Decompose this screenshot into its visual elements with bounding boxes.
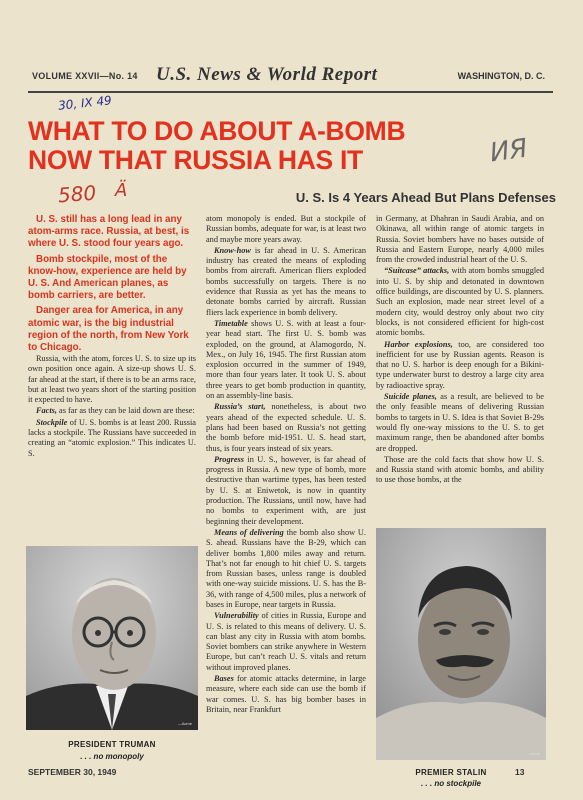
lead-paragraph: Danger area for America, in any atomic war, is the big industrial region of the north, from New York to Chicago. (28, 305, 189, 354)
headline-line-2: NOW THAT RUSSIA HAS IT (28, 145, 363, 175)
paragraph (206, 455, 366, 527)
run-in-head: “Suitcase” attacks, (384, 266, 450, 276)
paragraph (376, 455, 544, 486)
volume-number: VOLUME XXVII—No. 14 (32, 71, 138, 81)
paragraph-text: as far as they can be laid down are these: (56, 406, 195, 416)
handwritten-initials: ИЯ (488, 133, 530, 169)
paragraph-text: the bomb also show U. S. ahead. Russians have the B-29, which can deliver bombs 1,800 miles away and return. That’s not far enough to hit chief U. S. targets from Russian bases, unless range is doubled with one-way suicide missions. U. S. has the B-36, with range of 4,500 miles, plus a network of bases in Europe, near targets in Russia. (206, 527, 366, 609)
paragraph-text: too, are considered too inefficient for use by Russian agents. Reason is that no U. S. harbor is deep enough for a Bikini-type underwater burst to destroy a large city area by radioactive spray. (376, 339, 544, 390)
run-in-head: Timetable (214, 318, 248, 328)
run-in-head: Stockpile (36, 417, 68, 427)
lead-paragraph: Bomb stockpile, most of the know-how, experience are held by U. S. And American planes, as bomb carriers, are better. (28, 253, 187, 302)
truman-photo (26, 546, 198, 730)
run-in-head: Means of delivering (214, 527, 284, 537)
paragraph-text: in Germany, at Dhahran in Saudi Arabia, and on Okinawa, all within range of atomic targets in Russia. Soviet bombers have no bases outside of Russia and Eastern Europe, nearly 4,000 miles from the crowded industrial heart of the U. S. (376, 214, 544, 265)
paragraph-text: in U. S., however, is far ahead of progress in Russia. A new type of bomb, more destructive than wartime types, has been tested by U. S. at Eniwetok, is now in quantity production. The Russians, until now, have had no bombs to experiment with, are just beginning their development. (206, 454, 366, 526)
paragraph (206, 402, 366, 453)
lead-paragraph: U. S. still has a long lead in any atom-arms race. Russia, at best, is where U. S. stood four years ago. (28, 214, 190, 250)
stalin-caption-sub: . . . no stockpile (420, 779, 481, 788)
truman-portrait (26, 546, 198, 730)
handwritten-mark: Ä (115, 180, 128, 201)
magazine-title: U.S. News & World Report (156, 64, 378, 85)
truman-caption: PRESIDENT TRUMAN (68, 740, 156, 749)
paragraph (376, 392, 544, 454)
paragraph (206, 214, 366, 245)
paragraph-text: atom monopoly is ended. But a stockpile of Russian bombs, adequate for war, is at least two and maybe more years away. (206, 214, 366, 244)
paragraph-text: with atom bombs smuggled into U. S. by ship and detonated in downtown office buildings, are discounted by U. S. planners. Such an explosion, made near street level of a modern city, would destroy only about two city blocks, is not considered efficient for high-cost atomic bombs. (376, 266, 544, 338)
paragraph (28, 354, 196, 405)
paragraph-text: Those are the cold facts that show how U. S. and Russia stand with atomic bombs, and ability to use those bombs, at the (376, 454, 544, 485)
paragraph (376, 214, 544, 265)
paragraph-text: Russia, with the atom, forces U. S. to size up its own position once again. A size-up shows U. S. far ahead at the start, if there is to be an arms race, but at least two years short of the starting position it expected to have. (28, 354, 196, 405)
handwritten-number: 580 (57, 180, 97, 208)
stalin-portrait (376, 528, 546, 760)
truman-caption-sub: . . . no monopoly (80, 752, 144, 761)
headline-line-1: WHAT TO DO ABOUT A-BOMB (28, 116, 406, 146)
paragraph-text: nonetheless, is about two years ahead of the expected schedule. U. S. plans had been based on Russia’s not getting the bomb before mid-1951. U. S. head start, thus, is four years instead of six years. (206, 402, 366, 453)
run-in-head: Suicide planes, (384, 392, 437, 402)
paragraph (376, 266, 544, 338)
photo-credit: —Acme (525, 751, 540, 756)
run-in-head: Bases (214, 674, 234, 684)
paragraph (376, 340, 544, 391)
run-in-head: Progress (214, 454, 244, 464)
paragraph (206, 674, 366, 715)
run-in-head: Russia’s start, (214, 402, 266, 412)
paragraph (28, 418, 196, 459)
paragraph (28, 406, 196, 416)
footer-date: SEPTEMBER 30, 1949 (28, 767, 117, 777)
headline (28, 117, 528, 175)
paragraph-text: for atomic attacks determine, in large measure, where each side can use the bomb if war comes. U. S. has big bomber bases in Britain, near Frankfurt (206, 674, 366, 714)
stalin-caption: PREMIER STALIN (415, 768, 487, 777)
paragraph (206, 319, 366, 401)
paragraph-text: as a result, are believed to be the only feasible means of delivering Russian bombs to targets in U. S. Idea is that Soviet B-29s would fly one-way missions to the U. S. to get maximum range, then be abandoned after bombs are dropped. (376, 392, 544, 453)
masthead-city: WASHINGTON, D. C. (457, 71, 545, 81)
body-column-2 (206, 214, 366, 716)
handwritten-date: 30, IX 49 (57, 93, 113, 113)
paragraph (206, 611, 366, 673)
paragraph (206, 528, 366, 610)
run-in-head: Vulnerability (214, 611, 259, 621)
paragraph-text: of U. S. bombs is at least 200. Russia lacks a stockpile. The Russians have succeeded in creating an “atomic explosion.” This indicates U. S. (28, 417, 196, 458)
run-in-head: Harbor explosions, (384, 339, 453, 349)
run-in-head: Facts, (36, 406, 57, 416)
paragraph-text: of cities in Russia, Europe and U. S. is related to this means of delivery. U. S. can blast any city in Russia with atom bombs. Soviet bombers can strike anywhere in Western Europe, but can’t reach U. S. vitals and return without improved planes. (206, 611, 366, 672)
photo-credit: —Acme (177, 721, 192, 726)
paragraph-text: is far ahead in U. S. American industry has created the means of exploding bombs from aircraft. American fliers exploded bombs successfully on targets. There is no evidence that Russia as yet has the means to detonate bombs carried by aircraft. Russian fliers lack experience in bomb delivery. (206, 245, 366, 317)
lead-summary (28, 214, 196, 357)
stalin-photo (376, 528, 546, 760)
subhead: U. S. Is 4 Years Ahead But Plans Defenses (295, 190, 556, 205)
paragraph (206, 246, 366, 318)
paragraph-text: shows U. S. with at least a four-year head start. The first U. S. bomb was exploded, on the ground, at Alamogordo, N. Mex., on July 16, 1945. The first Russian atom explosion occurred in the summer of 1949, more than four years later. It took U. S. about three years to get bomb production in quantity, on an assembly-line basis. (206, 318, 366, 401)
body-column-1 (28, 354, 196, 460)
masthead (28, 62, 553, 88)
body-column-3 (376, 214, 544, 487)
run-in-head: Know-how (214, 245, 251, 255)
page-number: 13 (515, 767, 525, 777)
